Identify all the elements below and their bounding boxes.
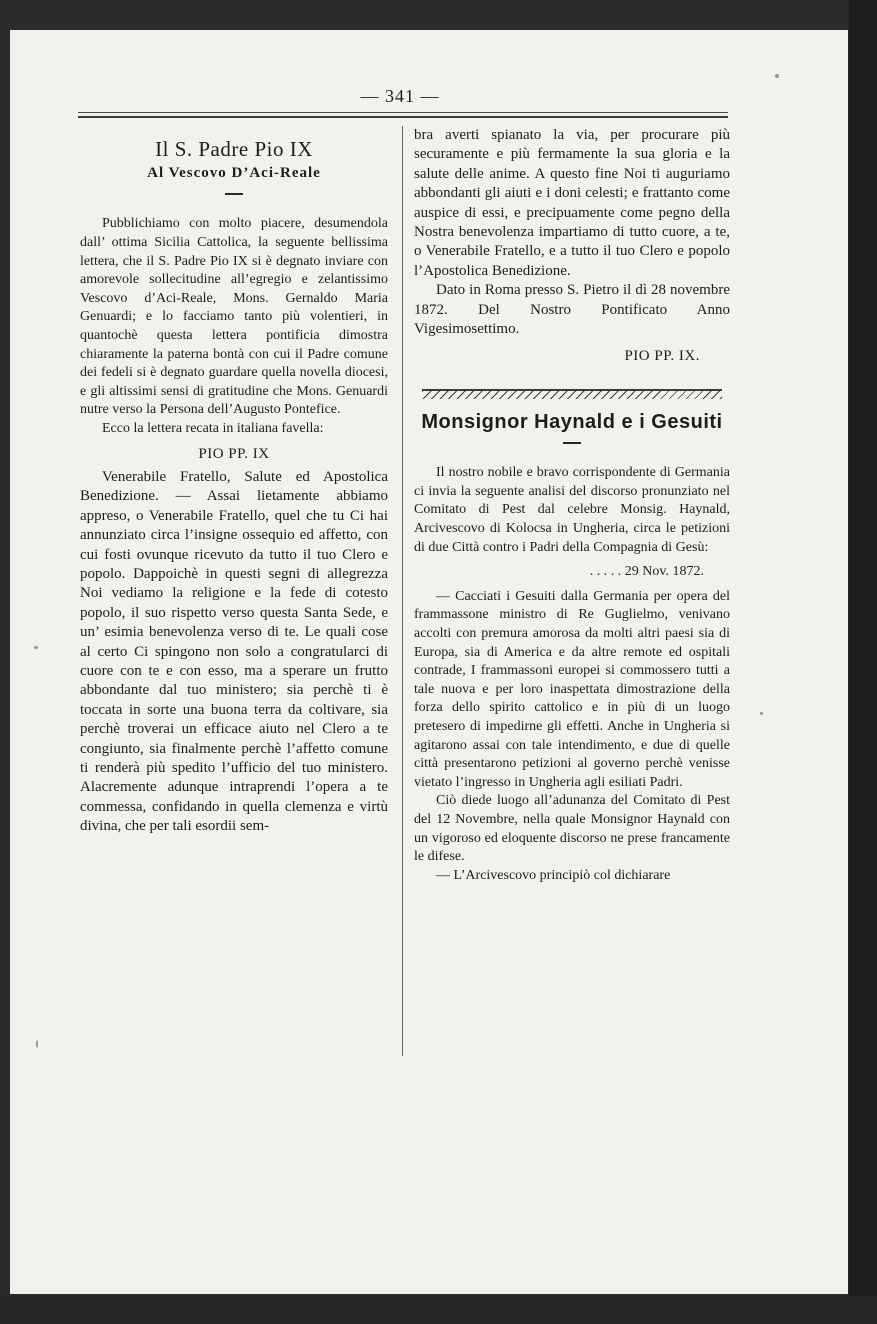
scan-speck xyxy=(775,74,779,78)
title-dash xyxy=(225,193,243,195)
article-title-pio-ix: Il S. Padre Pio IX xyxy=(155,137,313,161)
scan-border-right xyxy=(849,0,877,1324)
letter-heading-signature: PIO PP. IX xyxy=(198,445,270,462)
intro-paragraph: Pubblichiamo con molto piacere, desumendola dall’ ottima Sicilia Cattolica, la seguente bellissima lettera, che il S. Padre Pio IX si è degnato inviare con amorevole sollecitudine all’egregio e zelantissimo Vescovo d’Aci-Reale, Mons. Gernaldo Maria Genuardi; e lo facciamo tanto più volentieri, in quantochè questa lettera pontificia dimostra chiaramente la paterna bontà con cui il Padre comune dei fedeli si è degnato guardare quella novella diocesi, e gli altissimi sensi di gratitudine che Mons. Genuardi nutre verso la Persona dell’Augusto Pontefice. xyxy=(80,216,388,418)
dato-paragraph: Dato in Roma presso S. Pietro il dì 28 novembre 1872. Del Nostro Pontificato Anno Vigesimosettimo. xyxy=(414,282,730,338)
article-title-haynald: Monsignor Haynald e i Gesuiti xyxy=(421,410,723,433)
letter-signature: PIO PP. IX. xyxy=(624,348,700,365)
letter-continuation: bra averti spianato la via, per procurare più securamente e più fermamente la sua gloria e la salute delle anime. A questo fine Noi ti auguriamo abbondanti gli aiuti e i doni celesti; e frattanto come auspice di essi, e precipuamente come pegno della Nostra benevolenza impartiamo di tutto cuore, a te, o Venerabile Fratello, e a tutto il tuo Clero e popolo l’Apostolica Benedizione. xyxy=(414,127,730,279)
column-divider xyxy=(402,126,403,1056)
scan-speck xyxy=(36,1040,38,1048)
scan-speck xyxy=(34,646,38,649)
article-subtitle: Al Vescovo D’Aci-Reale xyxy=(147,165,321,181)
haynald-paragraph-1: — Cacciati i Gesuiti dalla Germania per opera del frammassone ministro di Re Guglielmo, venivano accolti con premura amorosa da molti altri paesi sia di Europa, sia di America e da altre remote ed ospitali contrade, I frammassoni europei si commossero tutti a tale nuova e per loro inaspettata dimostrazione della forza dello spirito cattolico e in più di un luogo pretesero di impedirne gli effetti. Anche in Ungheria si agitarono assai con tale intendimento, e due di quelle città presentarono petizioni al governo perchè venisse vietato l’ingresso in Ungheria agli esiliati Padri. xyxy=(414,588,730,790)
ecco-line: Ecco la lettera recata in italiana favella: xyxy=(102,420,324,436)
scan-speck xyxy=(760,712,763,715)
header-rule-thick xyxy=(78,116,728,118)
header-rule-thin xyxy=(78,112,728,113)
scan-border-top xyxy=(0,0,877,34)
haynald-paragraph-2: Ciò diede luogo all’adunanza del Comitato di Pest del 12 Novembre, nella quale Monsignor Haynald con un vigoroso ed eloquente discorso ne prese francamente le difese. xyxy=(414,793,730,865)
dateline: . . . . . 29 Nov. 1872. xyxy=(589,564,704,580)
title-dash-2 xyxy=(563,442,581,444)
section-separator xyxy=(422,389,722,399)
left-column xyxy=(80,126,388,837)
right-column xyxy=(414,126,730,885)
letter-body: Venerabile Fratello, Salute ed Apostolica Benedizione. — Assai lietamente abbiamo appreso, o Venerabile Fratello, quel che tu Ci hai annunziato circa l’insigne ossequio ed affetto, con cui fosti ovunque ricevuto da tutto il tuo Clero e popolo. Dappoichè in questi segni di allegrezza Noi vediamo la religione e la fede di cotesto popolo, il suo rispetto verso questa Santa Sede, e un’ esimia benevolenza verso di te. Le quali cose al certo Ci spingono non solo a congratularci di cuore con te e con esso, ma a sperare un frutto abbondante dal tuo ministero; sia perchè ti è toccata in sorte una buona terra da coltivare, sia perchè troverai un efficace aiuto nel Clero a te congiunto, sia finalmente perchè l’affetto comune ti renderà più spedito l’ufficio del tuo ministero. Alacremente adunque intraprendi l’opera a te commessa, confidando in quella clemenza e virtù divina, che per tali esordii sem- xyxy=(80,468,388,835)
haynald-intro: Il nostro nobile e bravo corrispondente di Germania ci invia la seguente analisi del discorso pronunziato nel Comitato di Pest dal celebre Monsig. Haynald, Arcivescovo di Kolocsa in Ungheria, circa le petizioni di due Città contro i Padri della Compagnia di Gesù: xyxy=(414,465,730,555)
page-number: — 341 — xyxy=(360,86,440,106)
haynald-paragraph-3: — L’Arcivescovo principiò col dichiarare xyxy=(436,867,671,883)
scan-border-bottom xyxy=(0,1296,877,1324)
